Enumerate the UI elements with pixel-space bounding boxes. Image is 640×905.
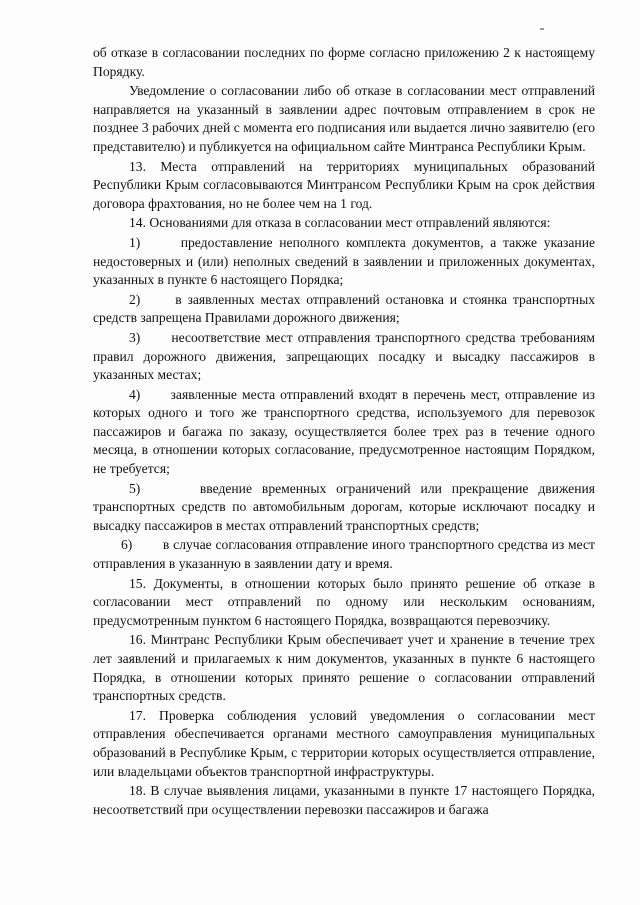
document-body xyxy=(93,44,595,820)
paragraph-14-item-5: 5) введение временных ограничений или прекращение движения транспортных средств по автомобильным дорогам, которые исключают посадку и высадку пассажиров в местах отправлений транспортных средств; xyxy=(93,480,595,533)
paragraph-14-item-2: 2) в заявленных местах отправлений остановка и стоянка транспортных средств запрещена Правилами дорожного движения; xyxy=(93,291,595,326)
paragraph-notification: Уведомление о согласовании либо об отказе в согласовании мест отправлений направляется на указанный в заявлении адрес почтовым отправлением в срок не позднее 3 рабочих дней с момента его подписания или выдается лично заявителю (его представителю) и публикуется на официальном сайте Минтранса Республики Крым. xyxy=(93,83,595,154)
paragraph-14-item-4: 4) заявленные места отправлений входят в перечень мест, отправление из которых одного и того же транспортного средства, используемого для перевозок пассажиров и багажа по заказу, осуществляется более трех раз в течение одного месяца, в отношении которых согласование, предусмотренное настоящим Порядком, не требуется; xyxy=(93,386,595,477)
scan-speck xyxy=(540,28,544,30)
paragraph-13: 13. Места отправлений на территориях муниципальных образований Республики Крым согласовываются Минтрансом Республики Крым на срок действия договора фрахтования, но не более чем на 1 год. xyxy=(93,158,595,211)
paragraph-14: 14. Основаниями для отказа в согласовании мест отправлений являются: xyxy=(129,215,551,231)
paragraph-15: 15. Документы, в отношении которых было принято решение об отказе в согласовании мест отправлений по одному или нескольким основаниям, предусмотренным пунктом 6 настоящего Порядка, возвращаются перевозчику. xyxy=(93,575,595,628)
paragraph-14-item-3: 3) несоответствие мест отправления транспортного средства требованиям правил дорожного движения, запрещающих посадку и высадку пассажиров в указанных местах; xyxy=(93,329,595,383)
paragraph-14-item-6: 6) в случае согласования отправление иного транспортного средства из мест отправления в указанную в заявлении дату и время. xyxy=(93,537,595,572)
paragraph-continuation: об отказе в согласовании последних по форме согласно приложению 2 к настоящему Порядку. xyxy=(93,45,595,79)
paragraph-17: 17. Проверка соблюдения условий уведомления о согласовании мест отправления обеспечивается органами местного самоуправления муниципальных образований в Республике Крым, с территории которых осуществляется отправление, или владельцами объектов транспортной инфраструктуры. xyxy=(93,707,595,779)
paragraph-14-item-1: 1) предоставление неполного комплекта документов, а также указание недостоверных и (или) неполных сведений в заявлении и приложенных документах, указанных в пункте 6 настоящего Порядка; xyxy=(93,234,595,288)
paragraph-16: 16. Минтранс Республики Крым обеспечивает учет и хранение в течение трех лет заявлений и прилагаемых к ним документов, указанных в пункте 6 настоящего Порядка, в отношении которых принято решение о согласовании отправлений транспортных средств. xyxy=(93,632,595,704)
paragraph-18: 18. В случае выявления лицами, указанными в пункте 17 настоящего Порядка, несоответствий при осуществлении перевозки пассажиров и багажа xyxy=(93,783,595,817)
